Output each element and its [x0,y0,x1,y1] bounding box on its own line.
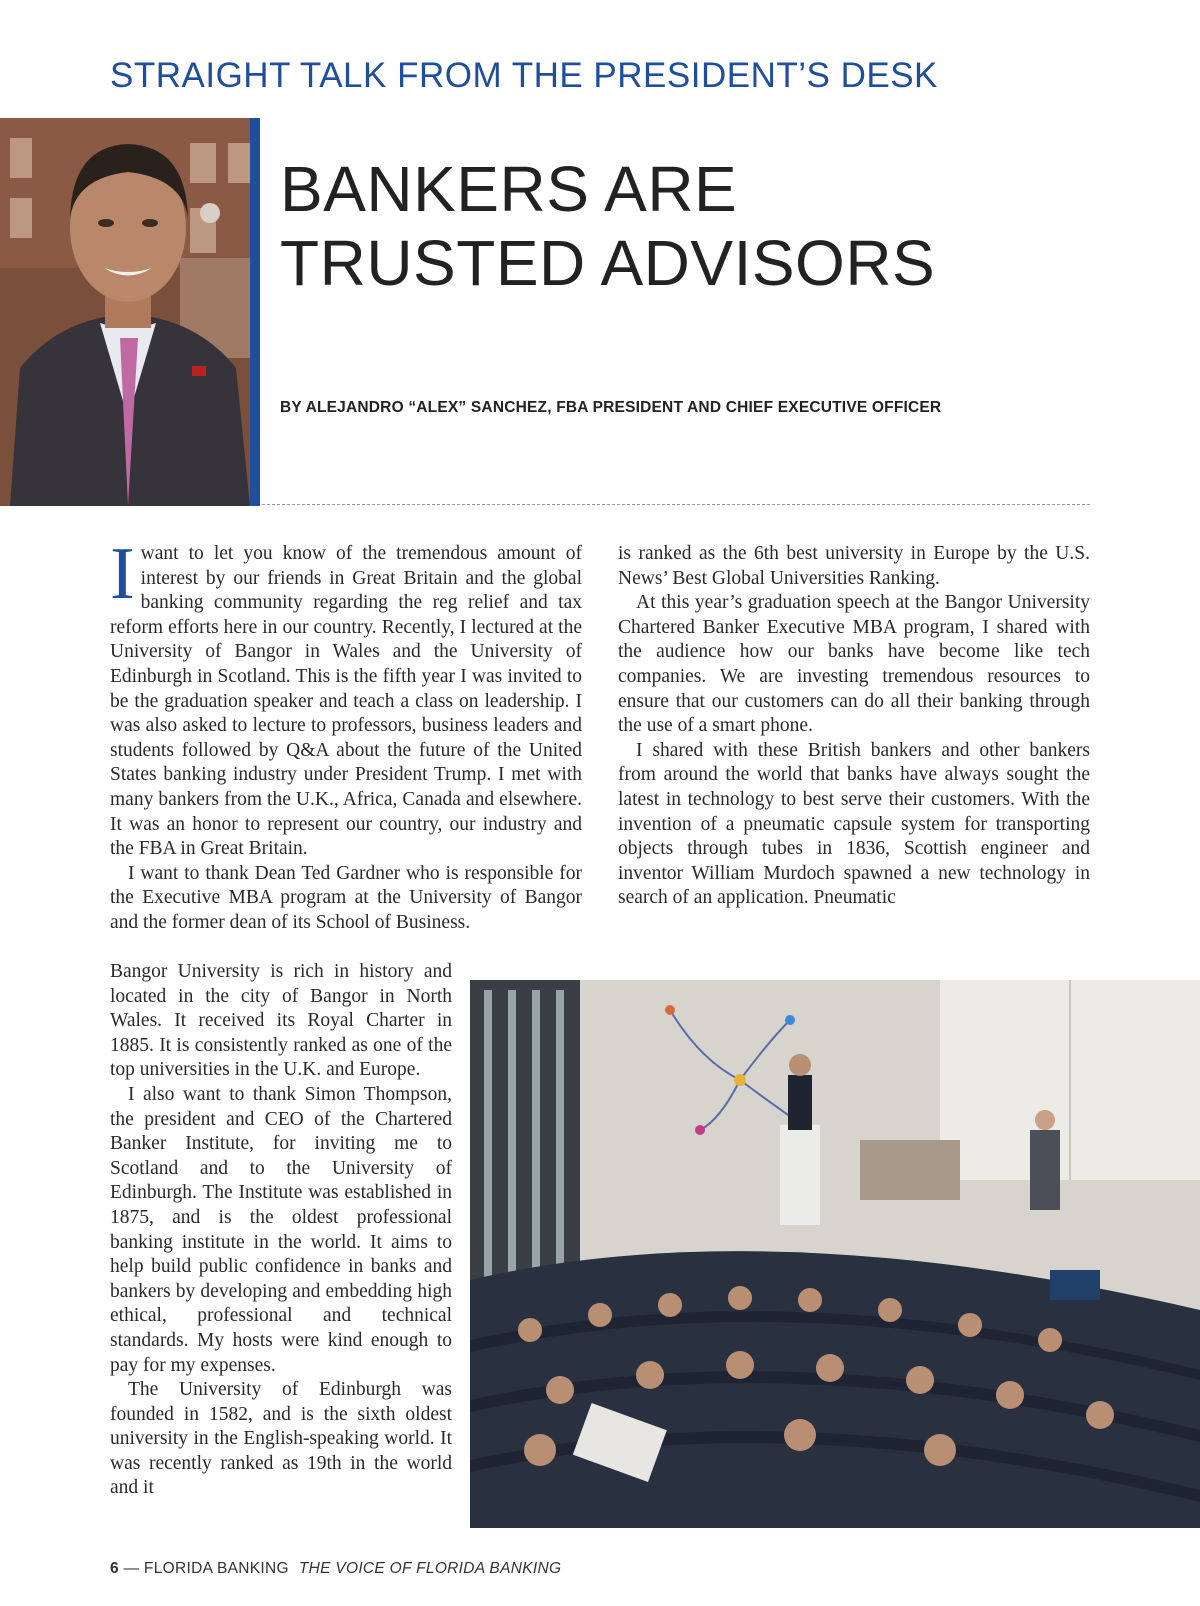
publication-name: — FLORIDA BANKING [118,1560,289,1577]
paragraph [110,533,582,862]
section-kicker: STRAIGHT TALK FROM THE PRESIDENT’S DESK [110,56,938,95]
drop-cap: I [110,533,135,615]
lecture-hall-photo [470,980,1200,1528]
paragraph: I shared with these British bankers and other bankers from around the world that banks have always sought the latest in technology to best serve their customers. With the invention of a pneumatic capsule system for transporting objects through tubes in 1836, Scottish engineer and inventor William Murdoch spawned a new technology in search of an application. Pneumatic [618,739,1090,909]
article-column-1 [110,533,582,936]
paragraph: is ranked as the 6th best university in Europe by the U.S. News’ Best Global Universities Ranking. [618,543,1090,589]
paragraph-text: want to let you know of the tremendous amount of interest by our friends in Great Britain and the global banking community regarding the reg relief and tax reform efforts here in our country. Recently, I lectured at the University of Bangor in Wales and the University of Edinburgh in Scotland. This is the fifth year I was invited to be the graduation speaker and teach a class on leadership. I was also asked to lecture to professors, business leaders and students followed by Q&A about the future of the United States banking industry under President Trump. I met with many bankers from the U.K., Africa, Canada and elsewhere. It was an honor to represent our country, our industry and the FBA in Great Britain. [110,543,582,860]
author-byline: BY ALEJANDRO “ALEX” SANCHEZ, FBA PRESIDENT AND CHIEF EXECUTIVE OFFICER [280,399,942,416]
headline-line-1: BANKERS ARE [280,153,738,225]
paragraph: I want to thank Dean Ted Gardner who is responsible for the Executive MBA program at the University of Bangor and the former dean of its School of Business. [110,862,582,933]
article-column-2 [618,542,1090,911]
page-footer [110,1560,561,1578]
author-portrait [0,118,258,506]
paragraph: The University of Edinburgh was founded in 1582, and is the sixth oldest university in the English-speaking world. It was recently ranked as 19th in the world and it [110,1379,452,1499]
article-headline [280,152,1160,300]
paragraph: Bangor University is rich in history and located in the city of Bangor in North Wales. It received its Royal Charter in 1885. It is consistently ranked as one of the top universities in the U.K. and Europe. [110,961,452,1081]
article-column-1-continued [110,960,452,1501]
paragraph: At this year’s graduation speech at the Bangor University Chartered Banker Executive MBA program, I shared with the audience how our banks have become like tech companies. We are investing tremendous resources to ensure that our customers can do all their banking through the use of a smart phone. [618,592,1090,737]
section-divider [262,504,1090,505]
headline-line-2: TRUSTED ADVISORS [280,227,936,299]
publication-tagline: THE VOICE OF FLORIDA BANKING [298,1560,562,1577]
paragraph: I also want to thank Simon Thompson, the president and CEO of the Chartered Banker Institute, for inviting me to Scotland and to the University of Edinburgh. The Institute was established in 1875, and is the oldest professional banking institute in the world. It aims to help build public confidence in banks and bankers by developing and embedding high ethical, professional and technical standards. My hosts were kind enough to pay for my expenses. [110,1083,452,1376]
portrait-illustration [0,118,258,506]
accent-rule [250,118,260,506]
page-number: 6 [110,1560,119,1577]
lecture-hall-illustration [470,980,1200,1528]
